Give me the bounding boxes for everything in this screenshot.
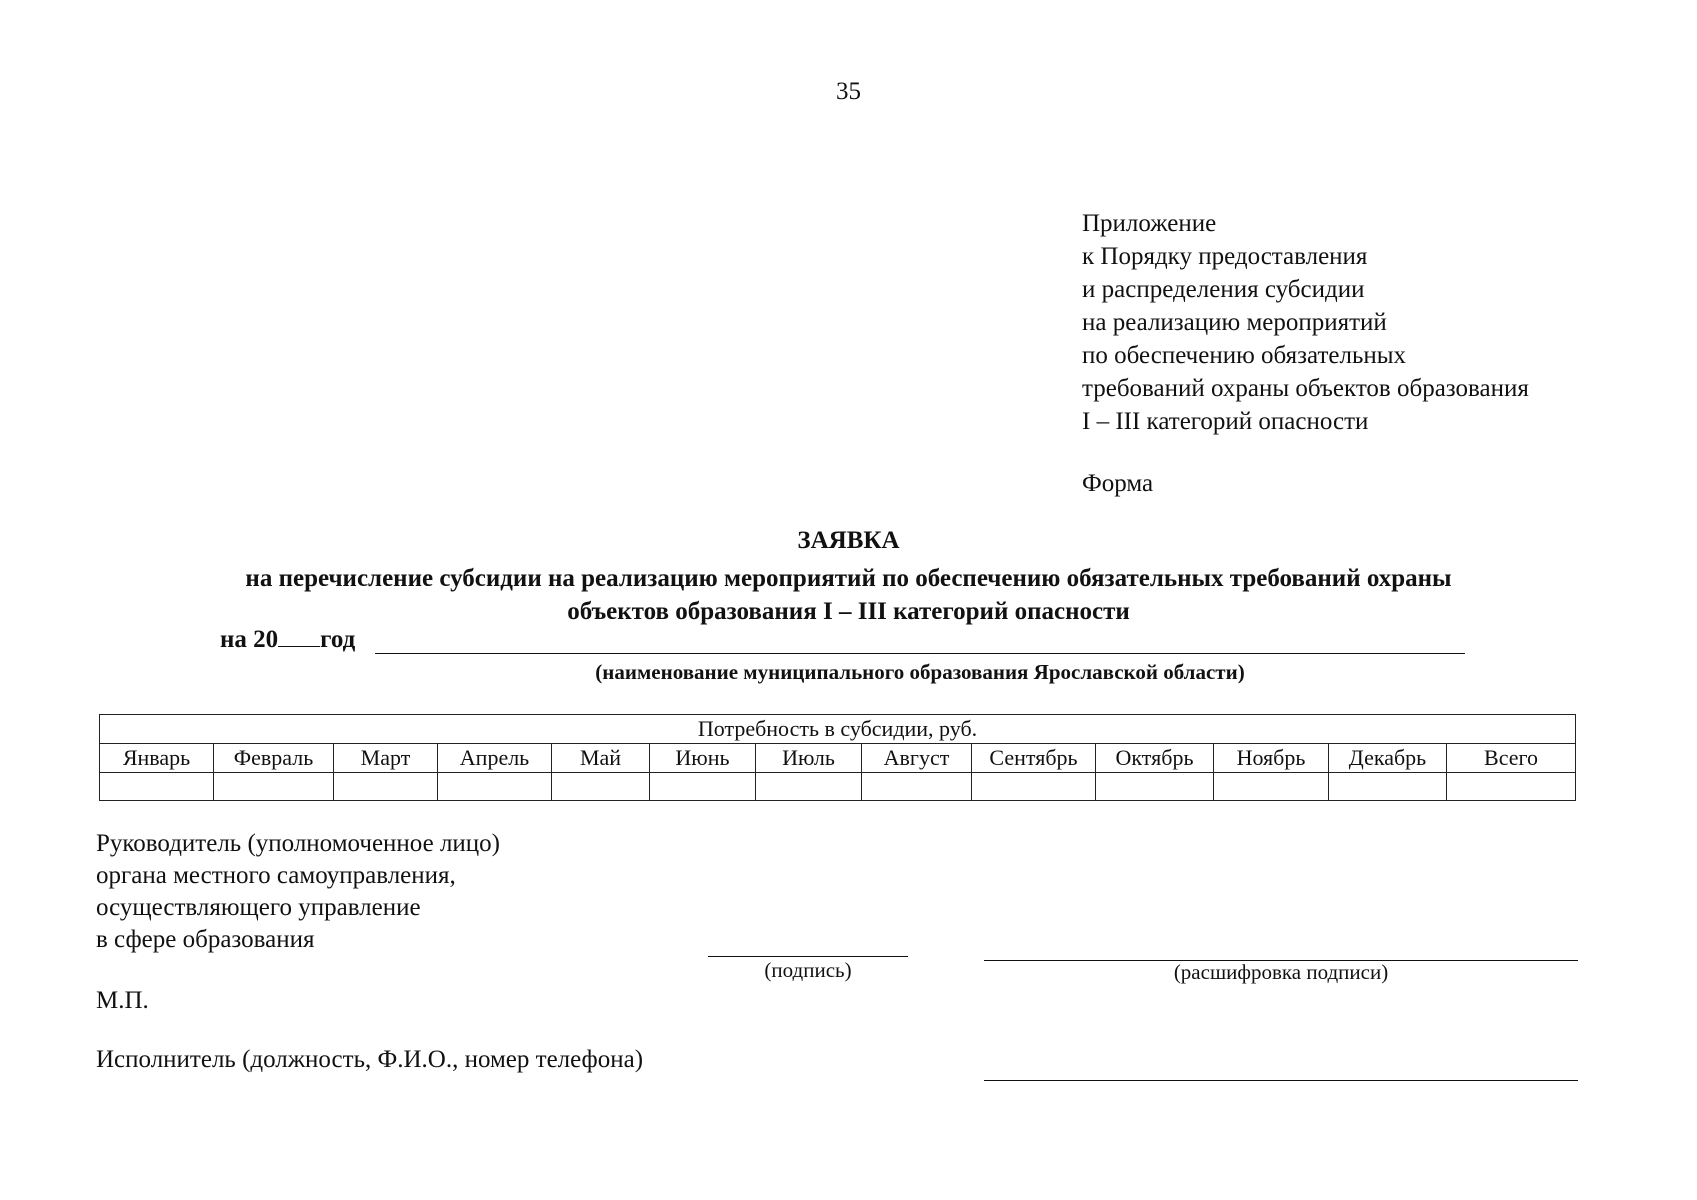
subtitle-line: на перечисление субсидии на реализацию мероприятий по обеспечению обязательных требований охраны (245, 565, 1452, 592)
column-header: Сентябрь (972, 744, 1096, 773)
appendix-line: на реализацию мероприятий (1082, 309, 1387, 336)
subsidy-table (99, 714, 1576, 801)
table-cell[interactable] (552, 773, 650, 801)
form-label: Форма (1082, 470, 1154, 497)
column-header: Февраль (214, 744, 334, 773)
signature-field[interactable] (708, 956, 908, 957)
municipality-field[interactable] (375, 653, 1465, 654)
appendix-line: по обеспечению обязательных (1082, 342, 1407, 369)
municipality-caption: (наименование муниципального образования Ярославской области) (595, 660, 1245, 684)
column-header: Август (862, 744, 972, 773)
column-header: Ноябрь (1214, 744, 1329, 773)
appendix-line: и распределения субсидии (1082, 276, 1365, 303)
subtitle-line: объектов образования I – III категорий опасности (567, 598, 1130, 625)
year-prefix: на 20 (220, 626, 279, 653)
column-header: Март (334, 744, 438, 773)
signatory-line: Руководитель (уполномоченное лицо) (96, 830, 501, 857)
appendix-line: требований охраны объектов образования (1082, 375, 1529, 402)
signatory-line: органа местного самоуправления, (96, 862, 456, 889)
column-header: Июль (756, 744, 862, 773)
signature-caption: (подпись) (764, 958, 852, 982)
appendix-line: к Порядку предоставления (1082, 243, 1368, 270)
column-header: Декабрь (1329, 744, 1447, 773)
signatory-line: осуществляющего управление (96, 894, 421, 921)
table-cell[interactable] (100, 773, 214, 801)
column-header: Июнь (650, 744, 756, 773)
appendix-reference (1082, 207, 1529, 438)
table-row (100, 744, 1576, 773)
column-header: Май (552, 744, 650, 773)
table-cell[interactable] (214, 773, 334, 801)
table-cell[interactable] (1447, 773, 1576, 801)
executor-label: Исполнитель (должность, Ф.И.О., номер телефона) (96, 1046, 644, 1073)
year-field[interactable] (278, 624, 320, 647)
table-cell[interactable] (1329, 773, 1447, 801)
table-cell[interactable] (1214, 773, 1329, 801)
table-cell[interactable] (438, 773, 552, 801)
signatory-line: в сфере образования (96, 926, 315, 953)
table-cell[interactable] (334, 773, 438, 801)
appendix-line: Приложение (1082, 210, 1217, 237)
table-row (100, 773, 1576, 801)
appendix-line: I – III категорий опасности (1082, 408, 1369, 435)
document-title: ЗАЯВКА (797, 527, 900, 554)
table-cell[interactable] (972, 773, 1096, 801)
table-cell[interactable] (756, 773, 862, 801)
table-header: Потребность в субсидии, руб. (100, 715, 1576, 744)
column-header: Январь (100, 744, 214, 773)
signature-decoding-caption: (расшифровка подписи) (1173, 960, 1389, 984)
column-header: Октябрь (1096, 744, 1214, 773)
year-suffix: год (320, 626, 356, 653)
table-cell[interactable] (650, 773, 756, 801)
table-cell[interactable] (862, 773, 972, 801)
page-number: 35 (836, 78, 861, 105)
document-subtitle (80, 562, 1617, 628)
table-cell[interactable] (1096, 773, 1214, 801)
column-header: Всего (1447, 744, 1576, 773)
column-header: Апрель (438, 744, 552, 773)
year-line (220, 624, 355, 654)
executor-field[interactable] (984, 1080, 1578, 1081)
signatory-block (96, 828, 500, 956)
stamp-label: М.П. (96, 987, 149, 1014)
